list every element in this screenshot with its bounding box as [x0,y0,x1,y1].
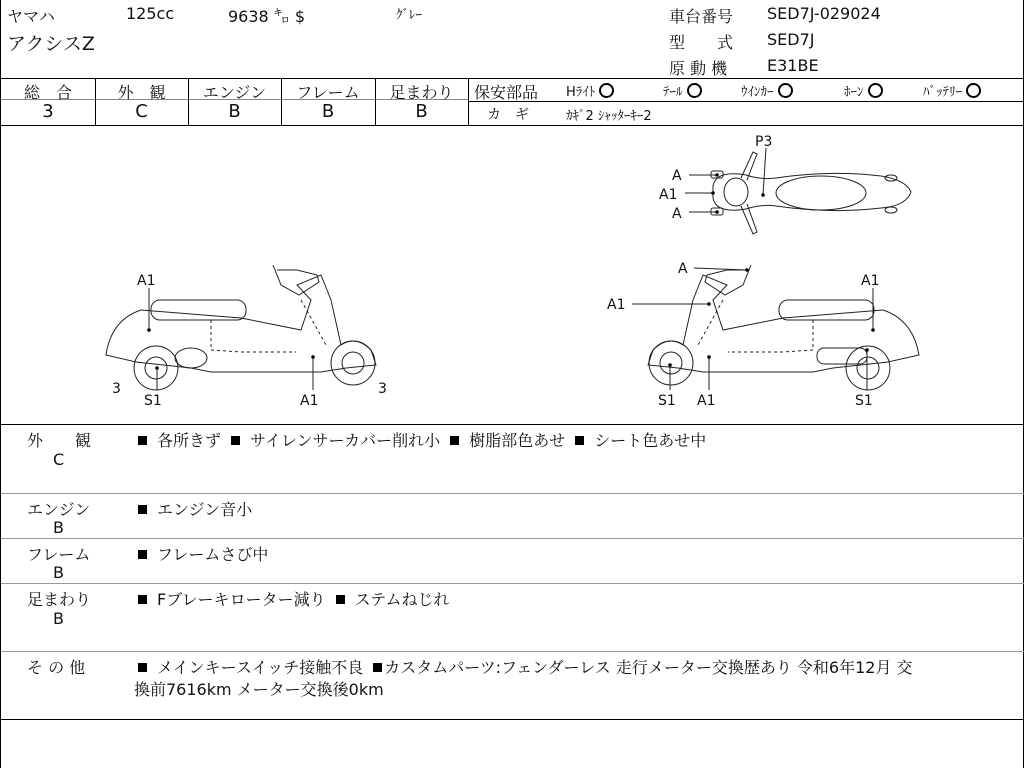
damage-label: S1 [855,393,873,409]
safety-item-winker: ｳｲﾝｶｰ [741,81,793,100]
divider [1,424,1024,425]
damage-label: A1 [137,273,156,289]
damage-label: A [672,206,682,222]
type-value: SED7J [767,30,815,49]
body-color: ｸﾞﾚｰ [396,8,422,23]
damage-label: A1 [861,273,880,289]
note-grade-exterior: C [53,450,65,469]
note-items-exterior: 各所きず サイレンサーカバー削れ小 樹脂部色あせ シート色あせ中 [138,428,706,451]
note-items-suspension: Fブレーキローター減り ステムねじれ [138,587,449,610]
divider [1,583,1024,584]
grade-total-value: 3 [42,101,54,122]
divider [1,651,1024,652]
frame-no-label: 車台番号 [669,7,734,26]
safety-item-tail: ﾃｰﾙ [663,81,702,100]
divider [1,493,1024,494]
divider [1,719,1024,720]
engine-value: E31BE [767,56,819,75]
note-category-suspension: 足まわり [27,590,92,609]
note-category-other: そ の 他 [27,658,86,677]
damage-label: 3 [378,381,387,397]
damage-label: A1 [607,297,626,313]
note-grade-suspension: B [53,609,64,628]
model-name: アクシスZ [7,33,95,55]
safety-item-horn: ﾎｰﾝ [844,81,883,100]
damage-label: A1 [659,187,678,203]
damage-label: S1 [144,393,162,409]
key-label: カ ギ [487,107,529,123]
note-items-engine: エンジン音小 [138,497,252,520]
note-grade-frame: B [53,563,64,582]
note-category-frame: フレーム [27,545,91,564]
leader-lines [149,148,873,390]
safety-item-battery: ﾊﾞｯﾃﾘｰ [923,81,981,100]
grade-engine-value: B [228,101,241,122]
damage-label: A [672,168,682,184]
note-category-exterior: 外 観 [27,431,92,450]
grade-total-label: 総 合 [23,83,72,102]
safety-title: 保安部品 [474,83,539,102]
grade-suspension-value: B [415,101,428,122]
damage-label: A1 [300,393,319,409]
note-items-other-cont: 換前7616km メーター交換後0km [134,680,384,699]
note-items-other: メインキースイッチ接触不良 カスタムパーツ:フェンダーレス 走行メーター交換歴あり 令和6年12月 交 [138,655,913,678]
damage-label: A [678,261,688,277]
grade-engine-label: エンジン [202,83,267,102]
note-grade-engine: B [53,518,64,537]
damage-label: S1 [658,393,676,409]
note-category-engine: エンジン [27,500,91,519]
note-items-frame: フレームさび中 [138,542,268,565]
damage-label: P3 [755,134,773,150]
grade-frame-value: B [321,101,335,122]
type-label: 型 式 [669,33,734,52]
grade-frame-label: フレーム [296,83,360,102]
mileage: 9638 ㌔ $ [228,7,306,26]
scooter-top-view [711,152,911,234]
grade-exterior-label: 外 観 [117,83,166,102]
scooter-diagram [1,0,1024,768]
frame-no: SED7J-029024 [767,4,881,23]
divider [1,538,1024,539]
key-value: ｶｷﾞ2 ｼｬｯﾀｰｷｰ2 [566,109,652,124]
grade-exterior-value: C [135,101,148,122]
engine-label: 原 動 機 [669,59,728,78]
damage-label: A1 [697,393,716,409]
damage-points [147,173,875,370]
maker: ヤマハ [7,7,55,26]
displacement: 125cc [126,4,175,23]
grade-suspension-label: 足まわり [389,83,454,102]
damage-label: 3 [112,381,121,397]
safety-item-headlight: Hﾗｲﾄ [566,81,614,100]
